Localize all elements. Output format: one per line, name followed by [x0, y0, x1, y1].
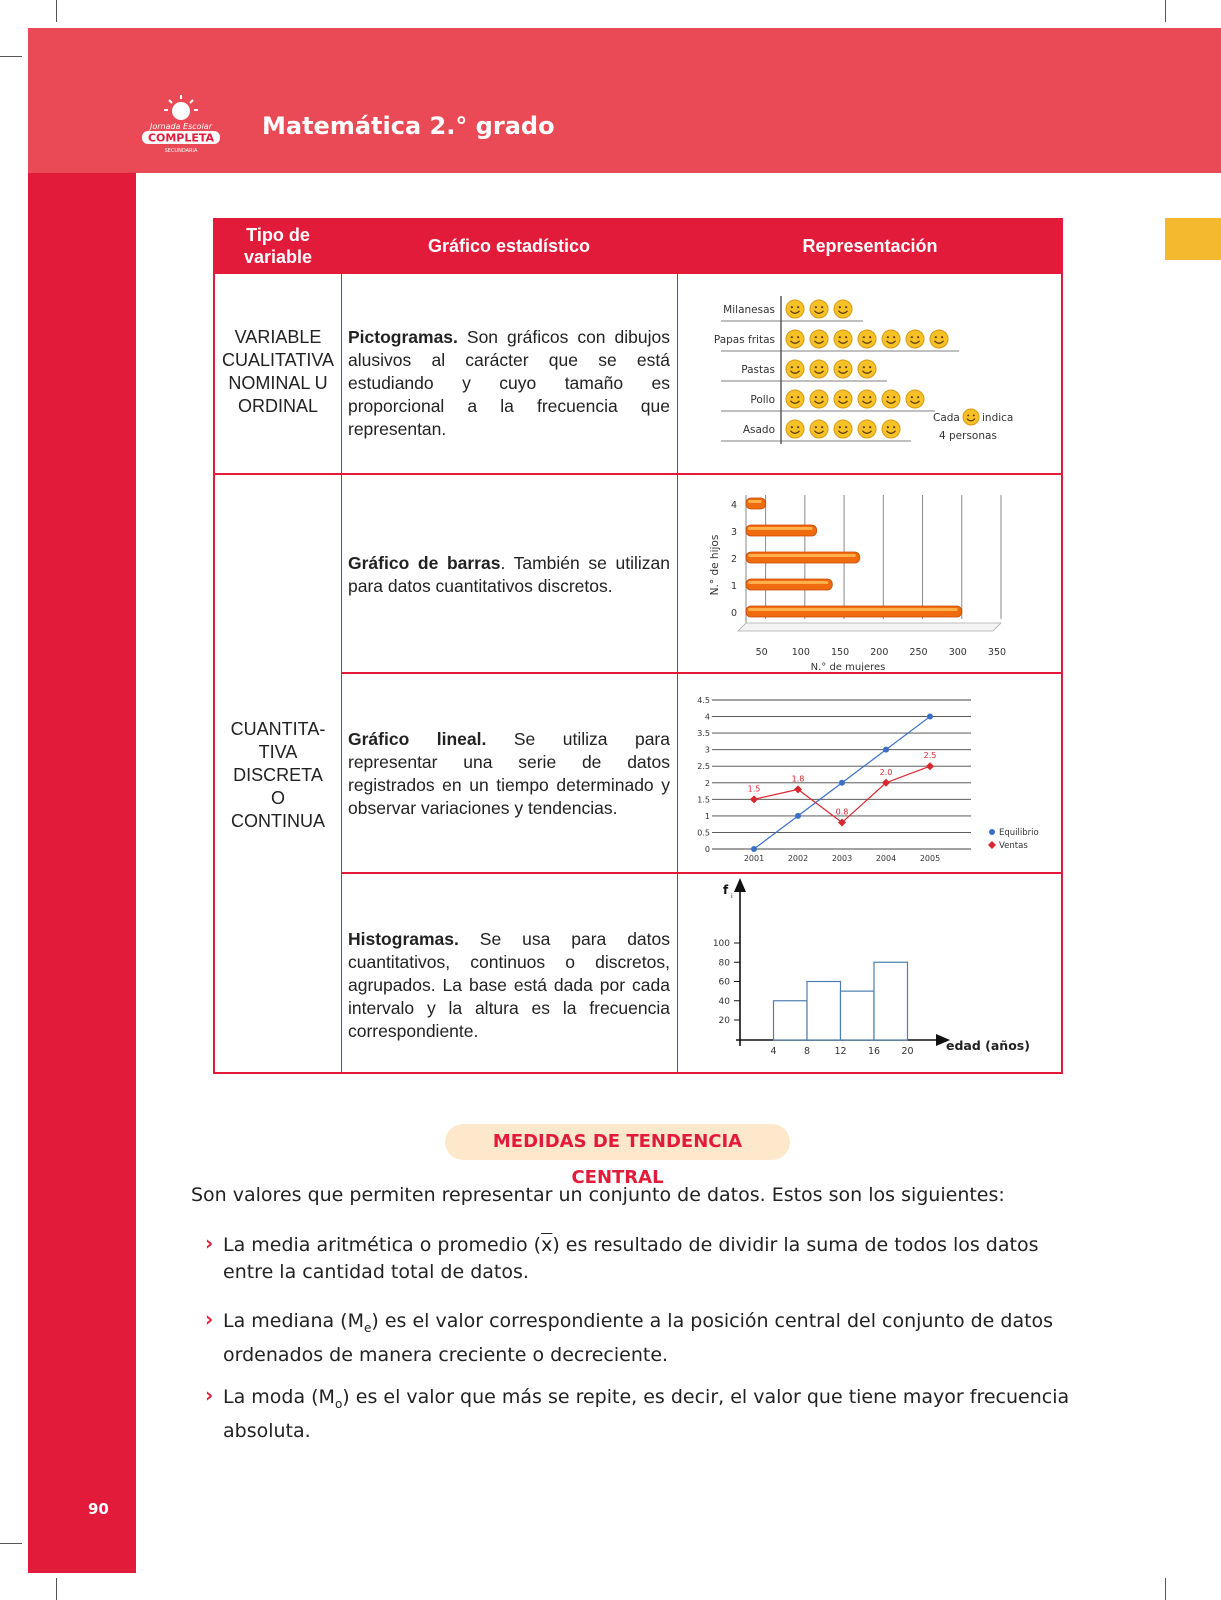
bar-xtick-label: 100 — [791, 647, 810, 658]
line-xtick-label: 2004 — [875, 854, 897, 863]
line-data-label: 0.8 — [835, 807, 849, 817]
bar-xtick-label: 350 — [987, 647, 1007, 658]
line-ytick-label: 2 — [704, 778, 710, 788]
bar-xtick-label: 300 — [948, 647, 967, 658]
bar-ytick-label: 1 — [730, 581, 738, 592]
line-point — [926, 762, 934, 770]
line-legend-label: Ventas — [999, 841, 1028, 851]
line-legend-marker — [989, 829, 995, 835]
histogram-xtick-label: 4 — [770, 1046, 777, 1057]
smiley-icon — [834, 420, 852, 438]
stats-table — [213, 218, 1063, 1074]
pictogram-category-label: Pollo — [750, 394, 775, 406]
desc-text: . También se utilizan para datos cuantitativos discretos. — [348, 553, 670, 596]
line-point — [839, 780, 845, 786]
pictogram-legend-label: indica — [982, 412, 1014, 424]
line-ytick-label: 1 — [704, 811, 710, 821]
desc-text: Se utiliza para representar una serie de datos registrados en un tiempo determinado y observar variaciones y tendencias. — [348, 729, 670, 818]
smiley-icon — [786, 420, 804, 438]
smiley-icon — [786, 330, 804, 348]
histogram-xtick-label: 20 — [901, 1046, 914, 1057]
smiley-icon — [882, 390, 900, 408]
bar-xlabel: N.° de mujeres — [810, 662, 886, 671]
smiley-icon — [858, 360, 876, 378]
smiley-icon — [834, 360, 852, 378]
histogram-ytick-label: 100 — [712, 939, 730, 949]
item-text: ) es resultado de dividir la suma de todos los datos entre la cantidad total de datos. — [223, 1234, 1039, 1283]
smiley-icon — [834, 390, 852, 408]
bar-mark — [746, 498, 766, 509]
page-title: Matemática 2.° grado — [262, 112, 555, 140]
line-ytick-label: 3.5 — [697, 729, 710, 739]
histogram-chart — [678, 874, 1062, 1073]
header-grafico: Gráfico estadístico — [427, 236, 591, 256]
bar-xtick-label: 200 — [870, 647, 889, 658]
var-type-cualitativa: VARIABLE CUALITATIVA NOMINAL U ORDINAL — [221, 327, 335, 416]
bullet-arrow-icon: › — [205, 1231, 214, 1255]
bar-highlight — [748, 581, 828, 584]
desc-title: Histogramas. — [348, 929, 459, 949]
pictogram-category-label: Milanesas — [723, 304, 775, 316]
bar-ytick-label: 0 — [730, 608, 738, 619]
pictogram-category-label: Asado — [742, 424, 775, 436]
bar-highlight — [748, 608, 958, 611]
crop-mark — [56, 0, 57, 22]
logo — [140, 95, 222, 155]
desc-text: Se usa para datos cuantitativos, continuos o discretos, agrupados. La base está dada por cada intervalo y la altura es la frecuencia correspondiente. — [348, 929, 670, 1041]
bar-xtick-label: 250 — [909, 647, 928, 658]
pictogram-category-label: Papas fritas — [713, 334, 775, 346]
header-tipo: Tipo de variable — [243, 225, 313, 267]
desc-title: Gráfico lineal. — [348, 729, 487, 749]
histogram-ylabel-sub: i — [731, 893, 733, 900]
desc-barras — [348, 552, 670, 598]
line-ytick-label: 0.5 — [697, 828, 710, 838]
line-data-label: 1.8 — [791, 774, 805, 784]
header-representacion: Representación — [802, 236, 938, 256]
smiley-icon — [786, 390, 804, 408]
line-point — [750, 795, 758, 803]
pictogram-chart — [678, 276, 1062, 472]
bar-mark — [746, 579, 832, 590]
bar-mark — [746, 525, 817, 536]
desc-title: Pictogramas. — [348, 327, 458, 347]
smiley-icon — [786, 300, 804, 318]
histogram-xtick-label: 16 — [867, 1046, 881, 1057]
crop-mark — [0, 56, 22, 57]
line-xtick-label: 2003 — [831, 854, 853, 863]
bar-ylabel: N.° de hijos — [709, 534, 721, 596]
histogram-bar — [874, 962, 908, 1040]
logo-top-text: Jornada Escolar — [150, 122, 212, 131]
line-ytick-label: 2.5 — [697, 762, 710, 772]
line-xtick-label: 2005 — [919, 854, 941, 863]
mean-symbol: $\overline{x}$ — [541, 1234, 553, 1256]
smiley-icon — [930, 330, 948, 348]
histogram-xtick-label: 12 — [834, 1046, 847, 1057]
crop-mark — [0, 1543, 22, 1544]
bullet-arrow-icon: › — [205, 1307, 214, 1331]
histogram-ylabel: f — [723, 883, 729, 897]
bar-chart — [678, 475, 1062, 671]
line-point — [795, 813, 801, 819]
item-text: La media aritmética o promedio ( — [223, 1234, 542, 1256]
line-xtick-label: 2002 — [787, 854, 809, 863]
line-point — [927, 714, 933, 720]
chapter-tab — [1165, 218, 1221, 260]
histogram-ytick-label: 40 — [718, 996, 730, 1007]
histogram-bar — [774, 1001, 808, 1040]
smiley-icon — [858, 390, 876, 408]
item-media — [223, 1232, 1085, 1286]
crop-mark — [1165, 1578, 1166, 1600]
smiley-icon — [810, 360, 828, 378]
line-chart — [678, 674, 1062, 871]
logo-main-text: COMPLETA — [147, 131, 215, 145]
left-band — [28, 173, 136, 1573]
smiley-icon — [963, 409, 979, 425]
item-mediana — [223, 1308, 1085, 1369]
item-text: La mediana (M — [223, 1310, 364, 1332]
line-ytick-label: 4 — [704, 712, 710, 722]
bar-floor — [738, 623, 1001, 631]
section-intro: Son valores que permiten representar un conjunto de datos. Estos son los siguientes: — [191, 1184, 1005, 1206]
histogram-ytick-label: 80 — [718, 958, 730, 969]
smiley-icon — [882, 330, 900, 348]
desc-text: Son gráficos con dibujos alusivos al carácter que se está estudiando y cuyo tamaño es proporcional a la frecuencia que representan. — [348, 327, 670, 439]
pictogram-legend-label: Cada — [933, 412, 960, 424]
desc-lineal — [348, 728, 670, 820]
line-point — [751, 846, 757, 852]
item-text: La moda (M — [223, 1386, 335, 1408]
pictogram-legend-label: 4 personas — [939, 430, 997, 442]
line-point — [883, 747, 889, 753]
item-subscript: e — [363, 1320, 372, 1335]
smiley-icon — [834, 300, 852, 318]
item-text: ) es el valor correspondiente a la posición central del conjunto de datos ordenados de manera creciente o decreciente. — [223, 1310, 1054, 1366]
desc-title: Gráfico de barras — [348, 553, 501, 573]
line-data-label: 2.5 — [923, 751, 937, 761]
smiley-icon — [810, 300, 828, 318]
bar-highlight — [748, 500, 762, 503]
smiley-icon — [882, 420, 900, 438]
logo-bottom-text: SECUNDARIA — [164, 148, 198, 154]
desc-histogramas — [348, 928, 670, 1043]
smiley-icon — [906, 390, 924, 408]
smiley-icon — [810, 330, 828, 348]
pictogram-category-label: Pastas — [741, 364, 775, 376]
col-divider — [341, 220, 342, 1072]
bar-ytick-label: 4 — [730, 500, 738, 511]
crop-mark — [1165, 0, 1166, 22]
bar-ytick-label: 2 — [730, 554, 738, 565]
line-xtick-label: 2001 — [743, 854, 765, 863]
line-data-label: 2.0 — [879, 767, 893, 777]
line-legend-label: Equilibrio — [999, 828, 1039, 838]
crop-mark — [56, 1578, 57, 1600]
var-type-cuantitativa: CUANTITA- TIVA DISCRETA O CONTINUA — [230, 719, 326, 831]
smiley-icon — [810, 420, 828, 438]
bar-xtick-label: 50 — [755, 647, 768, 658]
line-ytick-label: 3 — [704, 745, 710, 755]
page-number: 90 — [88, 1500, 109, 1518]
smiley-icon — [834, 330, 852, 348]
line-legend-marker — [988, 841, 996, 849]
line-ytick-label: 4.5 — [697, 696, 710, 705]
histogram-bar — [841, 991, 875, 1040]
smiley-icon — [810, 390, 828, 408]
histogram-bar — [807, 982, 841, 1041]
bar-highlight — [748, 527, 813, 530]
smiley-icon — [786, 360, 804, 378]
item-subscript: o — [334, 1396, 343, 1411]
histogram-xlabel: edad (años) — [946, 1038, 1030, 1053]
bar-xtick-label: 150 — [831, 647, 850, 658]
bar-ytick-label: 3 — [730, 527, 738, 538]
histogram-xtick-label: 8 — [803, 1046, 811, 1057]
item-moda — [223, 1384, 1085, 1445]
histogram-ytick-label: 60 — [718, 977, 730, 988]
section-title: MEDIDAS DE TENDENCIA CENTRAL — [445, 1124, 790, 1160]
bar-mark — [746, 552, 860, 563]
histogram-ytick-label: 20 — [718, 1016, 730, 1026]
line-ytick-label: 0 — [704, 845, 710, 854]
line-ytick-label: 1.5 — [697, 795, 710, 805]
smiley-icon — [906, 330, 924, 348]
smiley-icon — [858, 420, 876, 438]
desc-pictogramas — [348, 326, 670, 441]
histogram-yaxis-arrow — [734, 878, 746, 892]
bar-mark — [746, 606, 962, 617]
line-data-label: 1.5 — [747, 784, 761, 794]
smiley-icon — [858, 330, 876, 348]
item-text: ) es el valor que más se repite, es decir, el valor que tiene mayor frecuencia absoluta. — [223, 1386, 1070, 1442]
bar-highlight — [748, 554, 856, 557]
bullet-arrow-icon: › — [205, 1383, 214, 1407]
